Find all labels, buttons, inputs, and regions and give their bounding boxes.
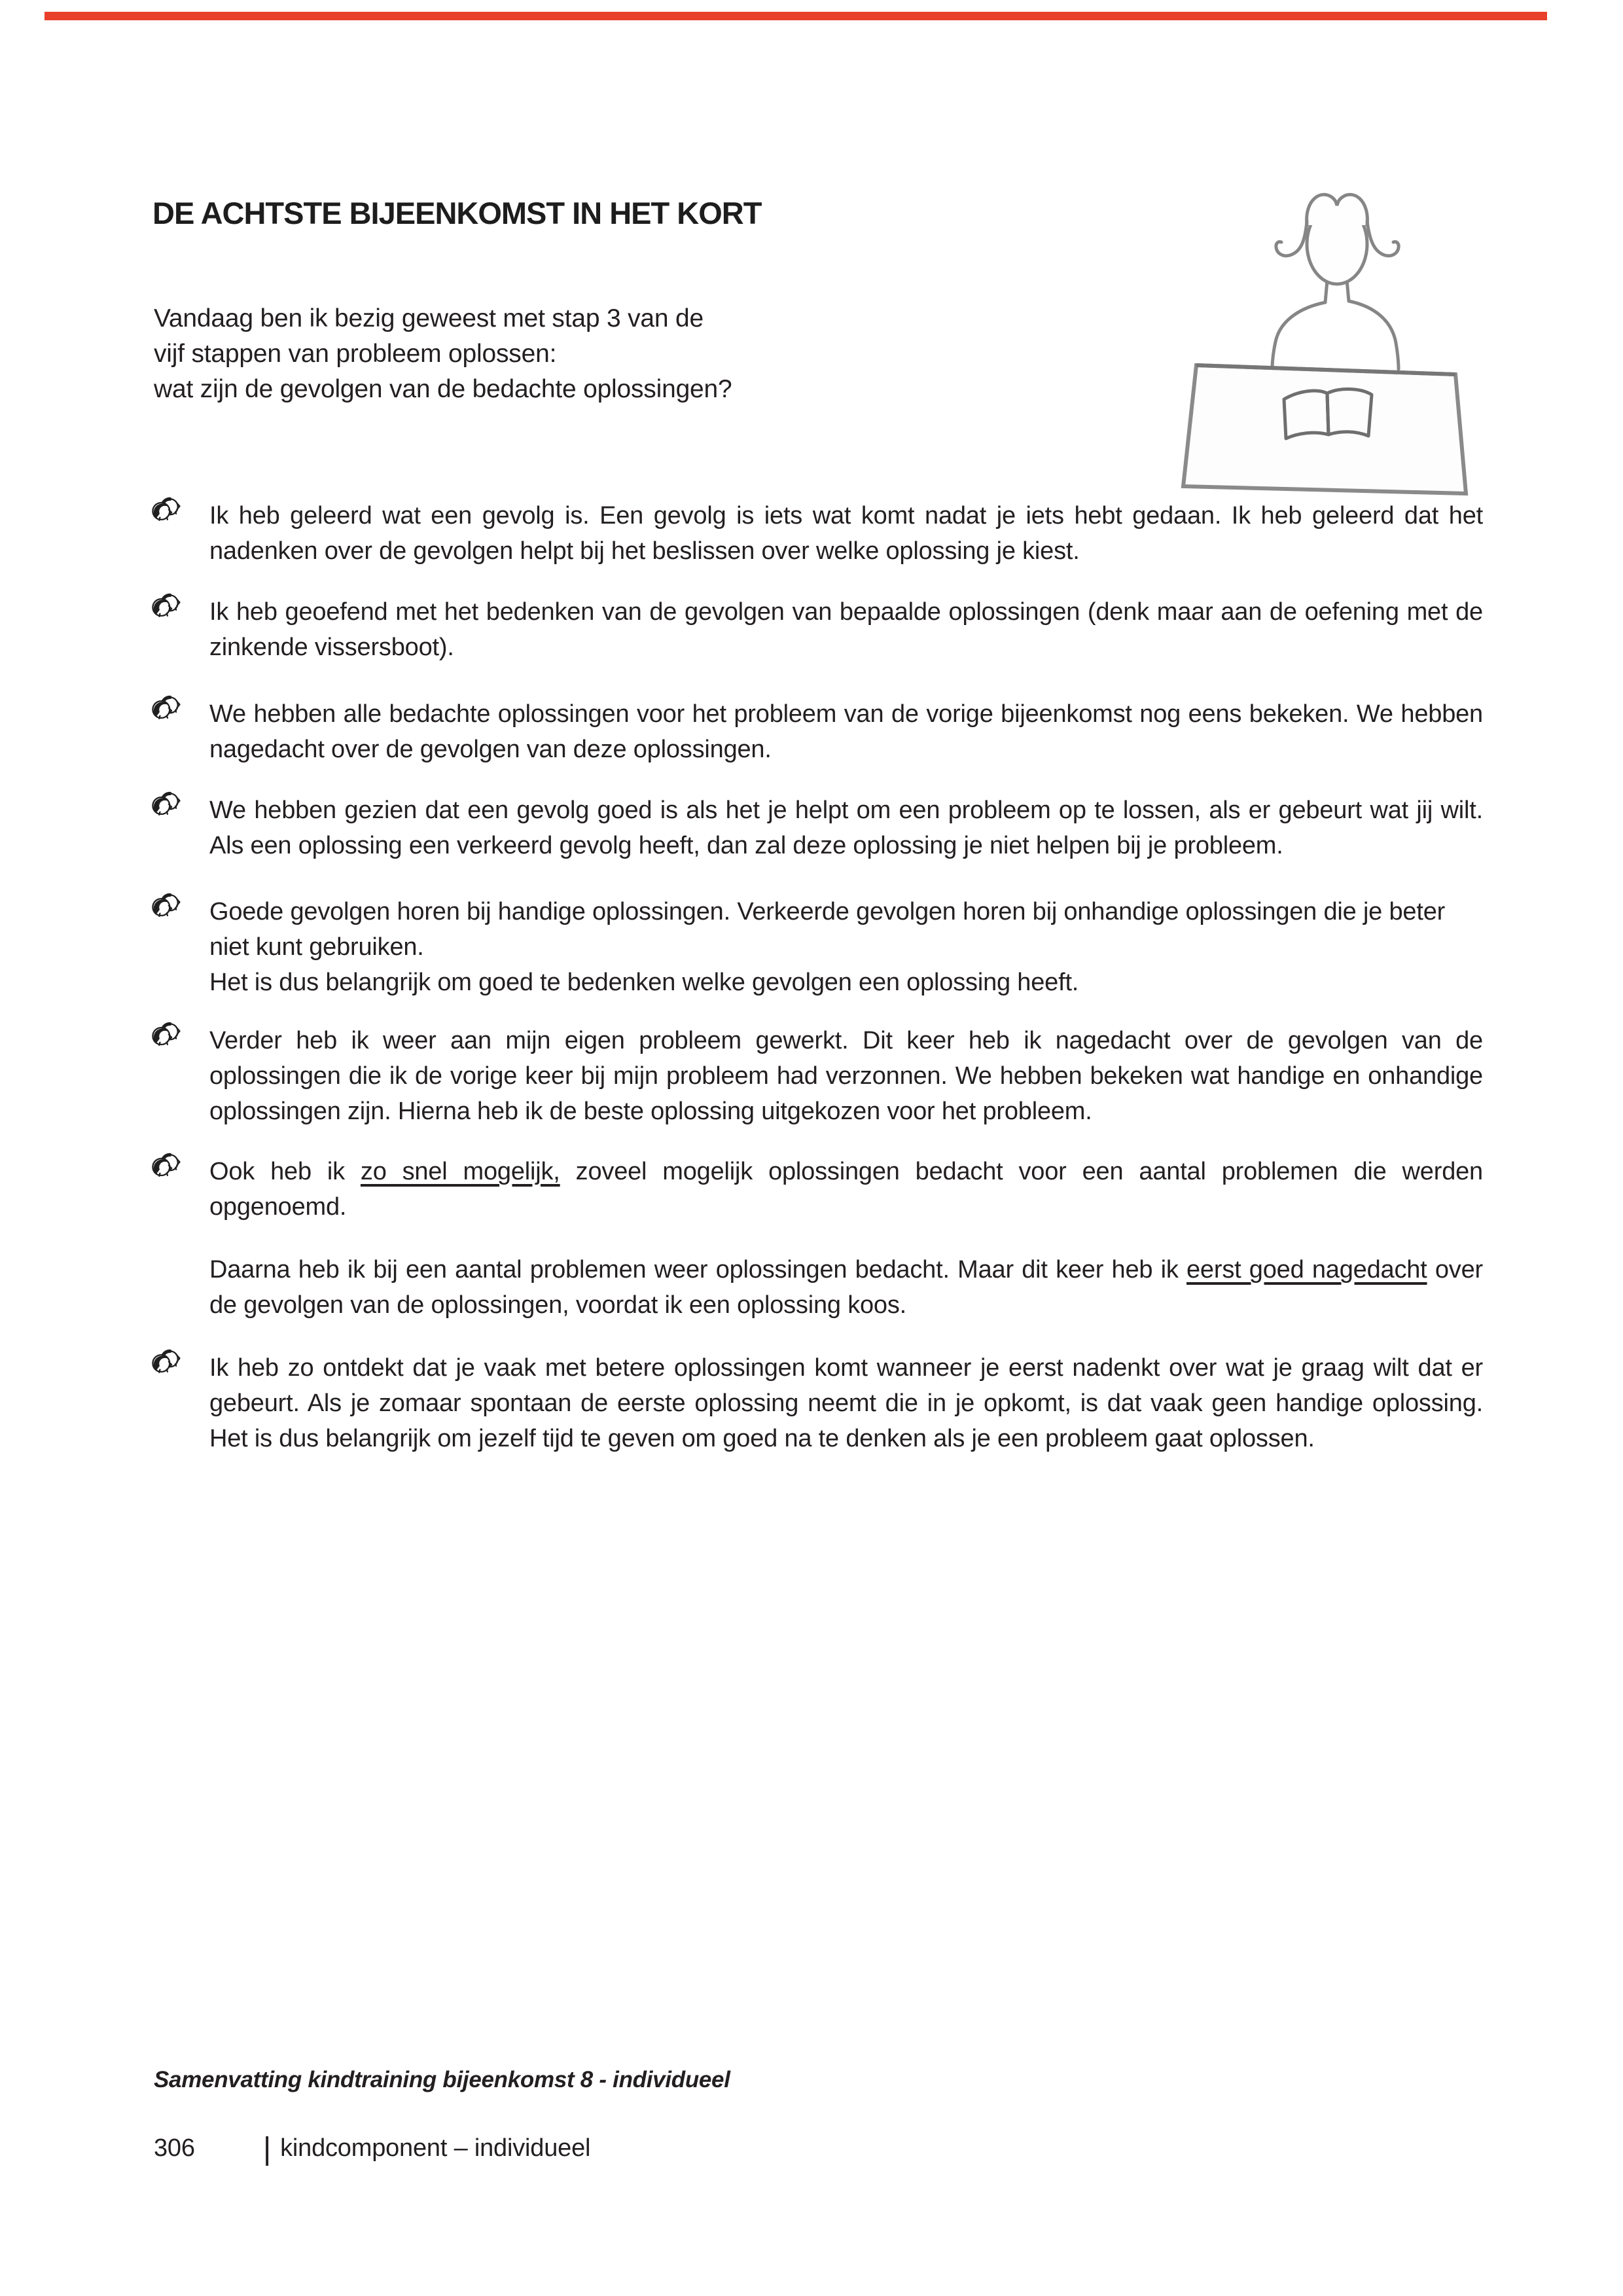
page-number: 306 <box>154 2134 195 2162</box>
bullet-text-part: Goede gevolgen horen bij handige oplossingen. Verkeerde gevolgen horen bij onhandige oplossingen die je beter niet kunt gebruiken. <box>209 898 1446 961</box>
children-heads-icon <box>151 1349 182 1379</box>
bullet-text <box>209 894 1483 1000</box>
intro-line: Vandaag ben ik bezig geweest met stap 3 van de <box>154 304 704 332</box>
bullet-text-part: Het is dus belangrijk om goed te bedenken welke gevolgen een oplossing heeft. <box>209 969 1079 996</box>
list-item <box>151 1023 1483 1129</box>
children-heads-icon <box>151 695 182 725</box>
children-heads-icon <box>151 791 182 821</box>
list-item <box>151 498 1483 569</box>
children-heads-icon <box>151 1153 182 1183</box>
bullet-text: We hebben alle bedachte oplossingen voor het probleem van de vorige bijeenkomst nog eens bekeken. We hebben nagedacht over de gevolgen van deze oplossingen. <box>209 700 1483 763</box>
bullet-text-part: Ook heb ik <box>209 1158 361 1185</box>
underlined-phrase: eerst goed nagedacht <box>1186 1256 1427 1283</box>
page-title: DE ACHTSTE BIJEENKOMST IN HET KORT <box>152 196 762 230</box>
footer-page-line <box>154 2131 590 2167</box>
list-item <box>151 894 1483 1000</box>
children-heads-icon <box>151 593 182 623</box>
list-item <box>151 793 1483 863</box>
list-item <box>151 594 1483 665</box>
bullet-text: Verder heb ik weer aan mijn eigen probleem gewerkt. Dit keer heb ik nagedacht over de gevolgen van de oplossingen die ik de vorige keer bij mijn probleem had verzonnen. We hebben bekeken wat handige en onhandige oplossingen zijn. Hierna heb ik de beste oplossing uitgekozen voor het probleem. <box>209 1027 1483 1125</box>
intro-line: wat zijn de gevolgen van de bedachte oplossingen? <box>154 375 732 403</box>
bullet-text: Ik heb zo ontdekt dat je vaak met betere oplossingen komt wanneer je eerst nadenkt over wat je graag wilt dat er gebeurt. Als je zomaar spontaan de eerste oplossing neemt die in je opkomt, is dat vaak geen handige oplossing. Het is dus belangrijk om jezelf tijd te geven om goed na te denken als je een probleem gaat oplossen. <box>209 1354 1483 1452</box>
bullet-text-part: zoveel mogelijk oplossingen bedacht voor een aantal problemen die werden opgenoemd. <box>209 1158 1483 1221</box>
intro-line: vijf stappen van probleem oplossen: <box>154 340 557 368</box>
bullet-text: Ik heb geleerd wat een gevolg is. Een gevolg is iets wat komt nadat je iets hebt gedaan. Ik heb geleerd dat het nadenken over de gevolgen helpt bij het beslissen over welke oplossing je kiest. <box>209 502 1483 565</box>
girl-at-table-with-open-book-illustration <box>1178 169 1474 496</box>
paragraph-part: over de gevolgen van de oplossingen, voordat ik een oplossing koos. <box>209 1256 1483 1319</box>
intro-paragraph <box>154 301 732 407</box>
children-heads-icon <box>151 1022 182 1052</box>
list-item <box>151 1350 1483 1456</box>
list-item <box>151 696 1483 767</box>
top-accent-bar <box>45 12 1547 20</box>
bullet-text: We hebben gezien dat een gevolg goed is als het je helpt om een probleem op te lossen, als er gebeurt wat jij wilt. Als een oplossing een verkeerd gevolg heeft, dan zal deze oplossing je niet helpen bij je probleem. <box>209 797 1483 859</box>
bullet-text: Ik heb geoefend met het bedenken van de gevolgen van bepaalde oplossingen (denk maar aan de oefening met de zinkende vissersboot). <box>209 598 1483 661</box>
list-item <box>151 1154 1483 1225</box>
bullet-text <box>209 1154 1483 1225</box>
paragraph-part: Daarna heb ik bij een aantal problemen weer oplossingen bedacht. Maar dit keer heb ik <box>209 1256 1186 1283</box>
children-heads-icon <box>151 893 182 923</box>
footer-summary-line: Samenvatting kindtraining bijeenkomst 8 - individueel <box>154 2067 730 2092</box>
underlined-phrase: zo snel mogelijk, <box>360 1158 560 1185</box>
footer-section-label: kindcomponent – individueel <box>280 2134 591 2162</box>
footer-separator: | <box>262 2132 272 2166</box>
continuation-paragraph <box>209 1252 1483 1323</box>
children-heads-icon <box>151 497 182 527</box>
